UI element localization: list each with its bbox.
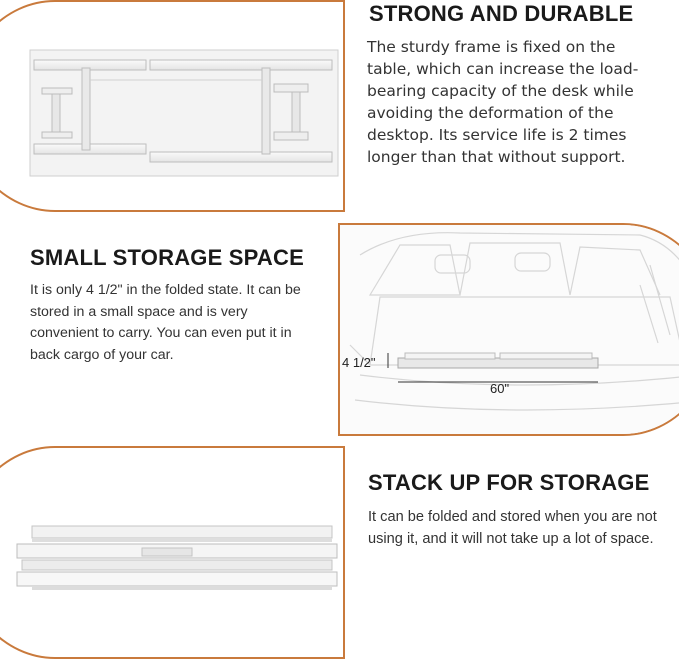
section-text-strong-durable: The sturdy frame is fixed on the table, which can increase the load-bearing capacity of the desk while avoiding the deformation of the desktop. Its service life is 2 times longer than that without support. <box>367 38 639 166</box>
section-title-small-storage: SMALL STORAGE SPACE <box>30 245 304 270</box>
stacked-tables-image <box>0 446 345 659</box>
table-underside-image <box>0 0 345 212</box>
car-cargo-image <box>338 223 679 436</box>
section-text-stack-up: It can be folded and stored when you are not using it, and it will not take up a lot of space. <box>368 509 657 547</box>
stacked-tables-illustration <box>0 448 345 659</box>
width-dimension-label: 60" <box>490 381 510 396</box>
table-frame-illustration <box>0 2 345 212</box>
car-cargo-illustration <box>340 225 679 436</box>
section-text-small-storage: It is only 4 1/2" in the folded state. It can be stored in a small space and is very convenient to carry. You can even put it in back cargo of your car. <box>30 282 301 363</box>
height-dimension-label: 4 1/2" <box>342 355 376 370</box>
section-title-strong-durable: STRONG AND DURABLE <box>369 1 634 26</box>
section-title-stack-up: STACK UP FOR STORAGE <box>368 470 650 495</box>
